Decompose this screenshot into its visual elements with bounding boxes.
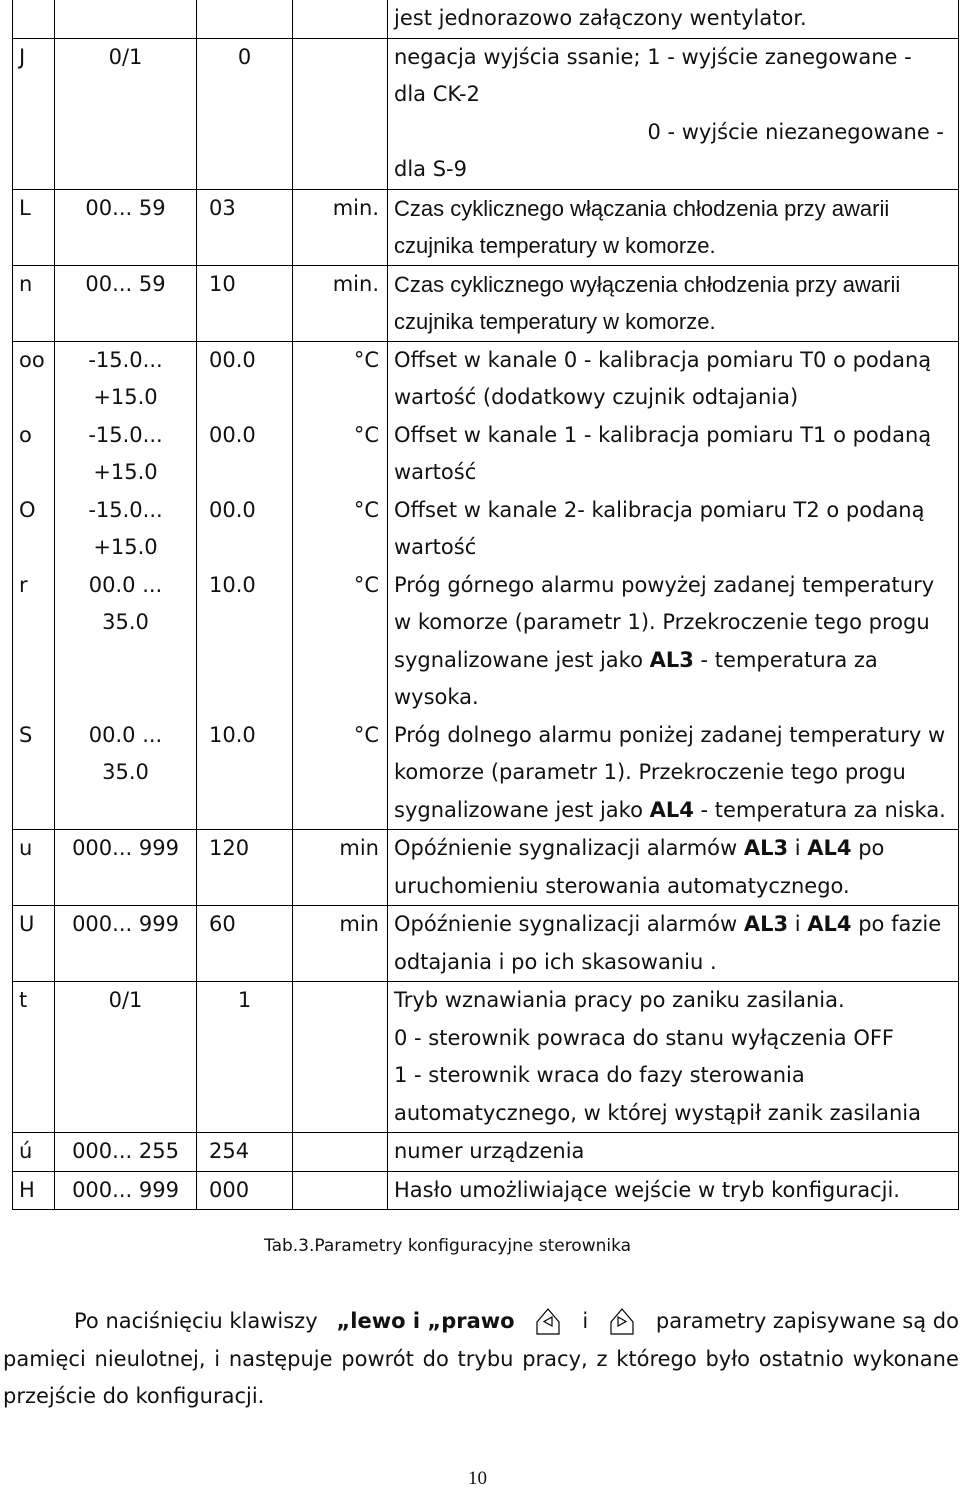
table-row: [13, 265, 959, 341]
param-symbol: t: [13, 982, 55, 1133]
note-i: i: [582, 1309, 589, 1333]
table-row: [13, 0, 959, 38]
param-range: [55, 38, 197, 189]
range-line: 0/1: [108, 44, 143, 69]
param-default: 1: [197, 982, 293, 1133]
description-line: Czas cyklicznego wyłączenia chłodzenia przy awarii: [394, 271, 901, 297]
param-unit: °C: [293, 717, 388, 830]
range-line: 000... 255: [72, 1139, 179, 1163]
note-word: do: [422, 1346, 449, 1371]
table-row: [13, 38, 959, 189]
param-description: [388, 265, 959, 341]
table-row: [13, 1133, 959, 1172]
description-line: automatycznego, w której wystąpił zanik zasilania: [394, 1100, 921, 1125]
table-row: [13, 906, 959, 982]
description-line: 1 - sterownik wraca do fazy sterowania: [394, 1063, 805, 1087]
param-default: 0: [197, 38, 293, 189]
range-line: -15.0...: [88, 347, 163, 372]
description-line: 0 - sterownik powraca do stanu wyłączenia OFF: [394, 1025, 895, 1050]
table-row: [13, 567, 959, 717]
description-line: w komorze (parametr 1). Przekroczenie tego progu: [394, 610, 930, 634]
range-line: 35.0: [102, 760, 149, 784]
note-word: i: [214, 1346, 221, 1371]
description-line: uruchomieniu sterowania automatycznego.: [394, 873, 850, 898]
param-symbol: r: [13, 567, 55, 717]
range-line: 00... 59: [85, 195, 166, 220]
param-range: [55, 417, 197, 492]
param-range: [55, 0, 197, 38]
table-row: [13, 417, 959, 492]
key-right-icon: [607, 1304, 637, 1340]
range-line: 000... 999: [72, 912, 179, 936]
param-range: [55, 341, 197, 417]
note-paragraph: [3, 1303, 959, 1416]
param-symbol: U: [13, 906, 55, 982]
param-symbol: oo: [13, 341, 55, 417]
param-symbol: J: [13, 38, 55, 189]
param-unit: [293, 1133, 388, 1172]
param-range: [55, 265, 197, 341]
param-default: 03: [197, 189, 293, 265]
param-default: 10.0: [197, 717, 293, 830]
param-default: 00.0: [197, 492, 293, 567]
description-line: czujnika temperatury w komorze.: [394, 309, 716, 334]
param-unit: min.: [293, 189, 388, 265]
description-line: Offset w kanale 0 - kalibracja pomiaru T0 o podaną: [394, 347, 932, 372]
param-default: 00.0: [197, 417, 293, 492]
param-default: 60: [197, 906, 293, 982]
note-line-2: [3, 1341, 959, 1379]
param-range: [55, 830, 197, 906]
note-word: pamięci: [3, 1346, 86, 1371]
description-line: 0 - wyjście niezanegowane -: [647, 119, 944, 144]
note-word: trybu: [457, 1346, 514, 1371]
param-symbol: O: [13, 492, 55, 567]
param-range: [55, 717, 197, 830]
range-line: 000... 999: [72, 1177, 179, 1202]
note-word: którego: [616, 1346, 697, 1371]
table-caption: Tab.3.Parametry konfiguracyjne sterownika: [264, 1236, 632, 1256]
description-line: sygnalizowane jest jako AL3 - temperatura za: [394, 647, 878, 672]
param-unit: [293, 1171, 388, 1210]
description-line: negacja wyjścia ssanie; 1 - wyjście zanegowane -: [394, 44, 912, 69]
param-default: [197, 0, 293, 38]
param-range: [55, 982, 197, 1133]
param-description: [388, 830, 959, 906]
table-row: [13, 492, 959, 567]
note-text-1: Po naciśnięciu klawiszy: [74, 1309, 318, 1333]
description-line: numer urządzenia: [394, 1139, 585, 1163]
param-description: [388, 341, 959, 417]
param-default: 000: [197, 1171, 293, 1210]
table-row: [13, 717, 959, 830]
param-description: [388, 492, 959, 567]
description-line: dla S-9: [394, 157, 467, 181]
param-unit: °C: [293, 417, 388, 492]
range-line: 0/1: [108, 988, 143, 1012]
param-default: 10: [197, 265, 293, 341]
param-range: [55, 189, 197, 265]
description-line: Hasło umożliwiające wejście w tryb konfiguracji.: [394, 1177, 900, 1202]
description-line: Offset w kanale 1 - kalibracja pomiaru T1 o podaną: [394, 422, 932, 447]
table-row: [13, 341, 959, 417]
note-word: z: [596, 1346, 608, 1371]
param-description: [388, 567, 959, 717]
param-symbol: [13, 0, 55, 38]
description-line: jest jednorazowo załączony wentylator.: [394, 6, 807, 30]
param-unit: [293, 982, 388, 1133]
param-symbol: o: [13, 417, 55, 492]
param-symbol: S: [13, 717, 55, 830]
param-description: [388, 1133, 959, 1172]
description-line: dla CK-2: [394, 82, 480, 106]
description-line: Opóźnienie sygnalizacji alarmów AL3 i AL4 po fazie: [394, 912, 942, 936]
note-line-3: przejście do konfiguracji.: [3, 1384, 265, 1408]
param-unit: min.: [293, 265, 388, 341]
description-line: wartość: [394, 460, 477, 484]
note-word: było: [705, 1346, 751, 1371]
param-unit: [293, 38, 388, 189]
description-line: Tryb wznawiania pracy po zaniku zasilania.: [394, 988, 845, 1012]
param-description: [388, 1171, 959, 1210]
param-description: [388, 982, 959, 1133]
range-line: -15.0...: [88, 422, 163, 447]
range-line: 00... 59: [85, 271, 166, 296]
param-description: [388, 38, 959, 189]
range-line: 00.0 ...: [88, 572, 163, 597]
range-line: -15.0...: [88, 497, 163, 522]
param-symbol: ú: [13, 1133, 55, 1172]
note-text-2: parametry zapisywane są do: [655, 1309, 959, 1333]
param-unit: min: [293, 830, 388, 906]
param-description: [388, 0, 959, 38]
description-line: wartość: [394, 535, 477, 559]
param-symbol: u: [13, 830, 55, 906]
description-line: odtajania i po ich skasowaniu .: [394, 949, 717, 974]
description-line: sygnalizowane jest jako AL4 - temperatura za niska.: [394, 797, 946, 822]
param-default: 00.0: [197, 341, 293, 417]
range-line: 000... 999: [72, 836, 179, 860]
param-default: 120: [197, 830, 293, 906]
param-default: 254: [197, 1133, 293, 1172]
param-symbol: L: [13, 189, 55, 265]
param-description: [388, 906, 959, 982]
note-word: wykonane: [852, 1346, 959, 1371]
param-unit: °C: [293, 567, 388, 717]
param-description: [388, 717, 959, 830]
param-range: [55, 1171, 197, 1210]
range-line: +15.0: [93, 460, 158, 484]
param-range: [55, 1133, 197, 1172]
note-word: nieulotnej,: [94, 1346, 206, 1371]
note-word: powrót: [341, 1346, 414, 1371]
param-description: [388, 417, 959, 492]
param-range: [55, 492, 197, 567]
range-line: 35.0: [102, 610, 149, 634]
param-symbol: H: [13, 1171, 55, 1210]
table-row: [13, 982, 959, 1133]
range-line: +15.0: [93, 535, 158, 559]
table-row: [13, 830, 959, 906]
parameter-table: [12, 0, 959, 1210]
param-default: 10.0: [197, 567, 293, 717]
table-row: [13, 1171, 959, 1210]
param-range: [55, 906, 197, 982]
param-unit: [293, 0, 388, 38]
param-unit: °C: [293, 492, 388, 567]
param-symbol: n: [13, 265, 55, 341]
description-line: Próg górnego alarmu powyżej zadanej temperatury: [394, 572, 935, 597]
note-word: pracy,: [522, 1346, 588, 1371]
description-line: komorze (parametr 1). Przekroczenie tego progu: [394, 760, 906, 784]
note-word: następuje: [228, 1346, 333, 1371]
description-line: Opóźnienie sygnalizacji alarmów AL3 i AL4 po: [394, 836, 885, 860]
range-line: 00.0 ...: [88, 722, 163, 747]
param-unit: min: [293, 906, 388, 982]
description-line: Próg dolnego alarmu poniżej zadanej temperatury w: [394, 722, 946, 747]
description-line: wartość (dodatkowy czujnik odtajania): [394, 385, 799, 409]
description-line: Czas cyklicznego włączania chłodzenia przy awarii: [394, 195, 890, 221]
param-range: [55, 567, 197, 717]
note-keys-bold: „lewo i „prawo: [336, 1309, 515, 1333]
range-line: +15.0: [93, 385, 158, 409]
description-line: wysoka.: [394, 685, 479, 709]
table-row: [13, 189, 959, 265]
param-description: [388, 189, 959, 265]
key-left-icon: [533, 1304, 563, 1340]
description-line: czujnika temperatury w komorze.: [394, 233, 716, 258]
description-line: Offset w kanale 2- kalibracja pomiaru T2 o podaną: [394, 497, 925, 522]
param-unit: °C: [293, 341, 388, 417]
page-number: 10: [468, 1468, 487, 1489]
note-word: ostatnio: [758, 1346, 844, 1371]
